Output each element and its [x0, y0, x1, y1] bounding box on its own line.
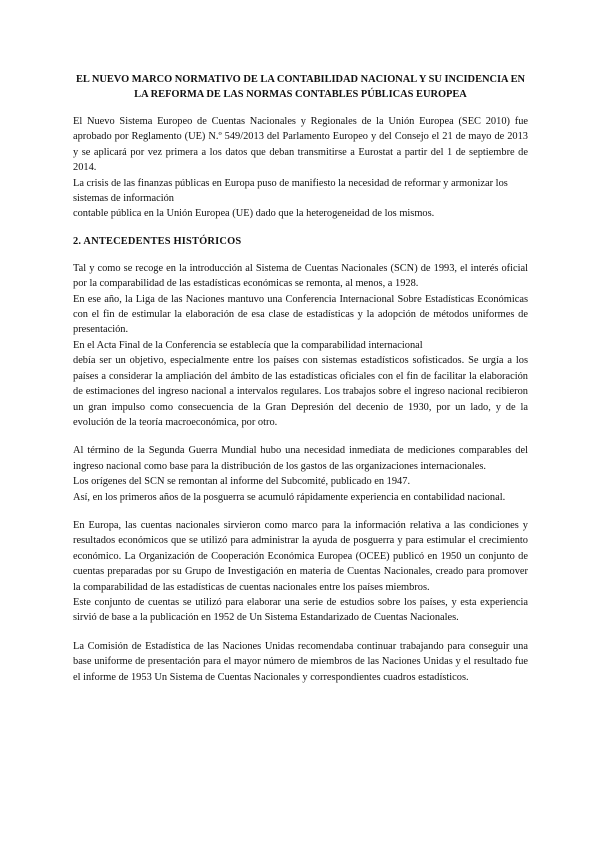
document-title: EL NUEVO MARCO NORMATIVO DE LA CONTABILIDAD NACIONAL Y SU INCIDENCIA EN LA REFORMA DE LAS NORMAS CONTABLES PÚBLICAS EUROPEA: [75, 74, 526, 100]
intro-paragraph-2: La crisis de las finanzas públicas en Europa puso de manifiesto la necesidad de reformar y armonizar los sistemas de información: [73, 177, 508, 205]
section-paragraph-9: Este conjunto de cuentas se utilizó para elaborar una serie de estudios sobre los países, y esta experiencia sirvió de base a la publicación en 1952 de Un Sistema Estandarizado de Cuentas Nacionales.: [73, 596, 528, 624]
section-paragraph-4: debía ser un objetivo, especialmente entre los países con sistemas estadísticos sofisticados. Se urgía a los países a considerar la ampliación del ámbito de las estadísticas oficiales con el fin de facilitar la elaboración de estimaciones del ingreso nacional a intervalos regulares. Los trabajos sobre el ingreso nacional recibieron un gran impulso como consecuencia de la Gran Depresión del decenio de 1930, por un lado, y de la evolución de la teoría macroeconómica, por otro.: [73, 355, 528, 428]
spacer: [73, 430, 528, 443]
section-paragraph-2: En ese año, la Liga de las Naciones mantuvo una Conferencia Internacional Sobre Estadísticas Económicas con el fin de estimular la elaboración de esa clase de estadísticas y la adopción de métodos uniformes de presentación.: [73, 293, 528, 336]
section-paragraph-7: Así, en los primeros años de la posguerra se acumuló rápidamente experiencia en contabilidad nacional.: [73, 491, 506, 503]
document-page: [73, 72, 528, 685]
section-paragraph-1: Tal y como se recoge en la introducción al Sistema de Cuentas Nacionales (SCN) de 1993, el interés oficial por la comparabilidad de las estadísticas económicas se remonta, al menos, a 1928.: [73, 262, 528, 290]
spacer: [73, 626, 528, 639]
spacer: [73, 249, 528, 261]
intro-paragraph-3: contable pública en la Unión Europea (UE) dado que la heterogeneidad de los mismos.: [73, 208, 435, 220]
section-paragraph-6: Los orígenes del SCN se remontan al informe del Subcomité, publicado en 1947.: [73, 476, 411, 488]
section-heading: 2. ANTECEDENTES HISTÓRICOS: [73, 235, 242, 247]
section-paragraph-8: En Europa, las cuentas nacionales sirvieron como marco para la información relativa a las condiciones y resultados económicos que se utilizó para administrar la ayuda de posguerra y para estimular el crecimiento económico. La Organización de Cooperación Económica Europea (OCEE) publicó en 1950 un conjunto de cuentas preparadas por su Grupo de Investigación en materia de Cuentas Nacionales, creado para promover la comparabilidad de las estadísticas de cuentas nacionales entre los países miembros.: [73, 519, 528, 593]
section-paragraph-3: En el Acta Final de la Conferencia se establecía que la comparabilidad internacional: [73, 339, 423, 351]
section-paragraph-10: La Comisión de Estadística de las Naciones Unidas recomendaba continuar trabajando para conseguir una base uniforme de presentación para el mayor número de miembros de las Naciones Unidas y el resultado fue el informe de 1953 Un Sistema de Cuentas Nacionales y correspondientes cuadros estadísticos.: [73, 640, 528, 683]
section-paragraph-5: Al término de la Segunda Guerra Mundial hubo una necesidad inmediata de mediciones comparables del ingreso nacional como base para la distribución de los gastos de las organizaciones internacionales.: [73, 445, 528, 472]
intro-paragraph-1: El Nuevo Sistema Europeo de Cuentas Nacionales y Regionales de la Unión Europea (SEC 2010) fue aprobado por Reglamento (UE) N.º 549/2013 del Parlamento Europeo y del Consejo el 21 de mayo de 2013 y se aplicará por vez primera a los datos que deban transmitirse a Eurostat a partir del 1 de septiembre de 2014.: [73, 116, 528, 174]
spacer: [73, 222, 528, 234]
spacer: [73, 505, 528, 518]
